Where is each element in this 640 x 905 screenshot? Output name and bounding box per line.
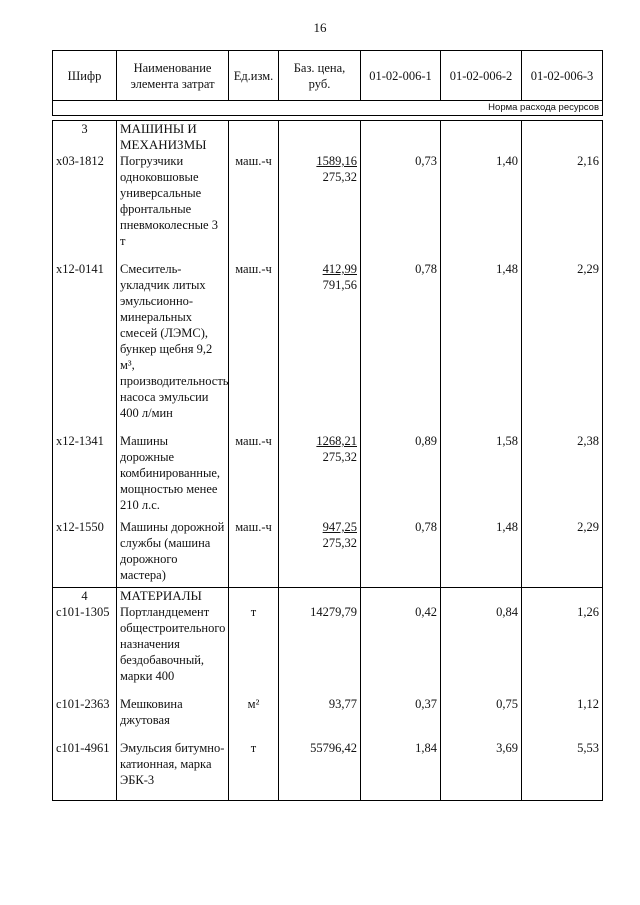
row-code: х12-1550 bbox=[53, 519, 117, 588]
row-unit: маш.-ч bbox=[229, 153, 279, 261]
table-row bbox=[53, 604, 603, 696]
row-unit: маш.-ч bbox=[229, 519, 279, 588]
section-header-row bbox=[53, 121, 603, 154]
row-unit: маш.-ч bbox=[229, 261, 279, 433]
row-unit: маш.-ч bbox=[229, 433, 279, 519]
row-price-sub: 791,56 bbox=[322, 278, 357, 292]
row-value-3: 2,16 bbox=[522, 153, 603, 261]
row-price-base: 1268,21 bbox=[316, 434, 357, 448]
section-number: 4 bbox=[53, 588, 117, 605]
row-unit: т bbox=[229, 604, 279, 696]
table-row bbox=[53, 740, 603, 801]
row-name: Машины дорожной службы (машина дорожного мастера) bbox=[117, 519, 229, 588]
row-price-sub: 275,32 bbox=[322, 170, 357, 184]
row-value-3: 2,29 bbox=[522, 519, 603, 588]
row-price-base: 412,99 bbox=[322, 262, 357, 276]
row-unit: м² bbox=[229, 696, 279, 740]
table-row bbox=[53, 519, 603, 588]
row-value-3: 2,38 bbox=[522, 433, 603, 519]
row-value-1: 0,73 bbox=[361, 153, 441, 261]
header-price: Баз. цена, руб. bbox=[279, 51, 361, 101]
row-value-2: 1,40 bbox=[441, 153, 522, 261]
row-value-2: 1,48 bbox=[441, 261, 522, 433]
row-value-2: 1,48 bbox=[441, 519, 522, 588]
row-name: Смеситель-укладчик литых эмульсионно-минеральных смесей (ЛЭМС), бункер щебня 9,2 м³, производительность насоса эмульсии 400 л/мин bbox=[117, 261, 229, 433]
row-value-2: 3,69 bbox=[441, 740, 522, 801]
header-row bbox=[53, 51, 603, 101]
row-value-1: 0,89 bbox=[361, 433, 441, 519]
row-price-base: 1589,16 bbox=[316, 154, 357, 168]
row-value-1: 1,84 bbox=[361, 740, 441, 801]
row-code: х03-1812 bbox=[53, 153, 117, 261]
row-value-2: 1,58 bbox=[441, 433, 522, 519]
header-unit: Ед.изм. bbox=[229, 51, 279, 101]
row-price: 14279,79 bbox=[279, 604, 361, 696]
row-price bbox=[279, 433, 361, 519]
header-code: Шифр bbox=[53, 51, 117, 101]
row-value-1: 0,37 bbox=[361, 696, 441, 740]
row-price: 93,77 bbox=[279, 696, 361, 740]
norma-label: Норма расхода ресурсов bbox=[53, 101, 603, 116]
section-number: 3 bbox=[53, 121, 117, 154]
row-code: с101-1305 bbox=[53, 604, 117, 696]
row-name: Мешковина джутовая bbox=[117, 696, 229, 740]
row-value-3: 1,12 bbox=[522, 696, 603, 740]
norma-row bbox=[53, 101, 603, 116]
table-row bbox=[53, 261, 603, 433]
row-code: с101-4961 bbox=[53, 740, 117, 801]
row-value-1: 0,42 bbox=[361, 604, 441, 696]
row-price-base: 947,25 bbox=[322, 520, 357, 534]
row-price: 55796,42 bbox=[279, 740, 361, 801]
table-row bbox=[53, 153, 603, 261]
row-value-1: 0,78 bbox=[361, 519, 441, 588]
row-unit: т bbox=[229, 740, 279, 801]
row-code: х12-0141 bbox=[53, 261, 117, 433]
row-code: х12-1341 bbox=[53, 433, 117, 519]
row-price-sub: 275,32 bbox=[322, 536, 357, 550]
page-number: 16 bbox=[313, 20, 327, 35]
header-col2: 01-02-006-2 bbox=[441, 51, 522, 101]
table-row bbox=[53, 696, 603, 740]
table-row bbox=[53, 433, 603, 519]
row-value-2: 0,75 bbox=[441, 696, 522, 740]
row-price-sub: 275,32 bbox=[322, 450, 357, 464]
row-name: Эмульсия битумно-катионная, марка ЭБК-3 bbox=[117, 740, 229, 801]
row-name: Портландцемент общестроительного назначения бездобавочный, марки 400 bbox=[117, 604, 229, 696]
row-name: Погрузчики одноковшовые универсальные фронтальные пневмоколесные 3 т bbox=[117, 153, 229, 261]
row-value-1: 0,78 bbox=[361, 261, 441, 433]
header-col3: 01-02-006-3 bbox=[522, 51, 603, 101]
row-value-3: 2,29 bbox=[522, 261, 603, 433]
header-col1: 01-02-006-1 bbox=[361, 51, 441, 101]
row-value-2: 0,84 bbox=[441, 604, 522, 696]
section-header-row bbox=[53, 588, 603, 605]
row-name: Машины дорожные комбинированные, мощностью менее 210 л.с. bbox=[117, 433, 229, 519]
header-name: Наименование элемента затрат bbox=[117, 51, 229, 101]
row-value-3: 1,26 bbox=[522, 604, 603, 696]
row-price bbox=[279, 153, 361, 261]
row-value-3: 5,53 bbox=[522, 740, 603, 801]
resource-table bbox=[52, 50, 603, 801]
section-title: МАШИНЫ И МЕХАНИЗМЫ bbox=[117, 121, 229, 154]
row-price bbox=[279, 261, 361, 433]
row-price bbox=[279, 519, 361, 588]
section-title: МАТЕРИАЛЫ bbox=[117, 588, 229, 605]
row-code: с101-2363 bbox=[53, 696, 117, 740]
